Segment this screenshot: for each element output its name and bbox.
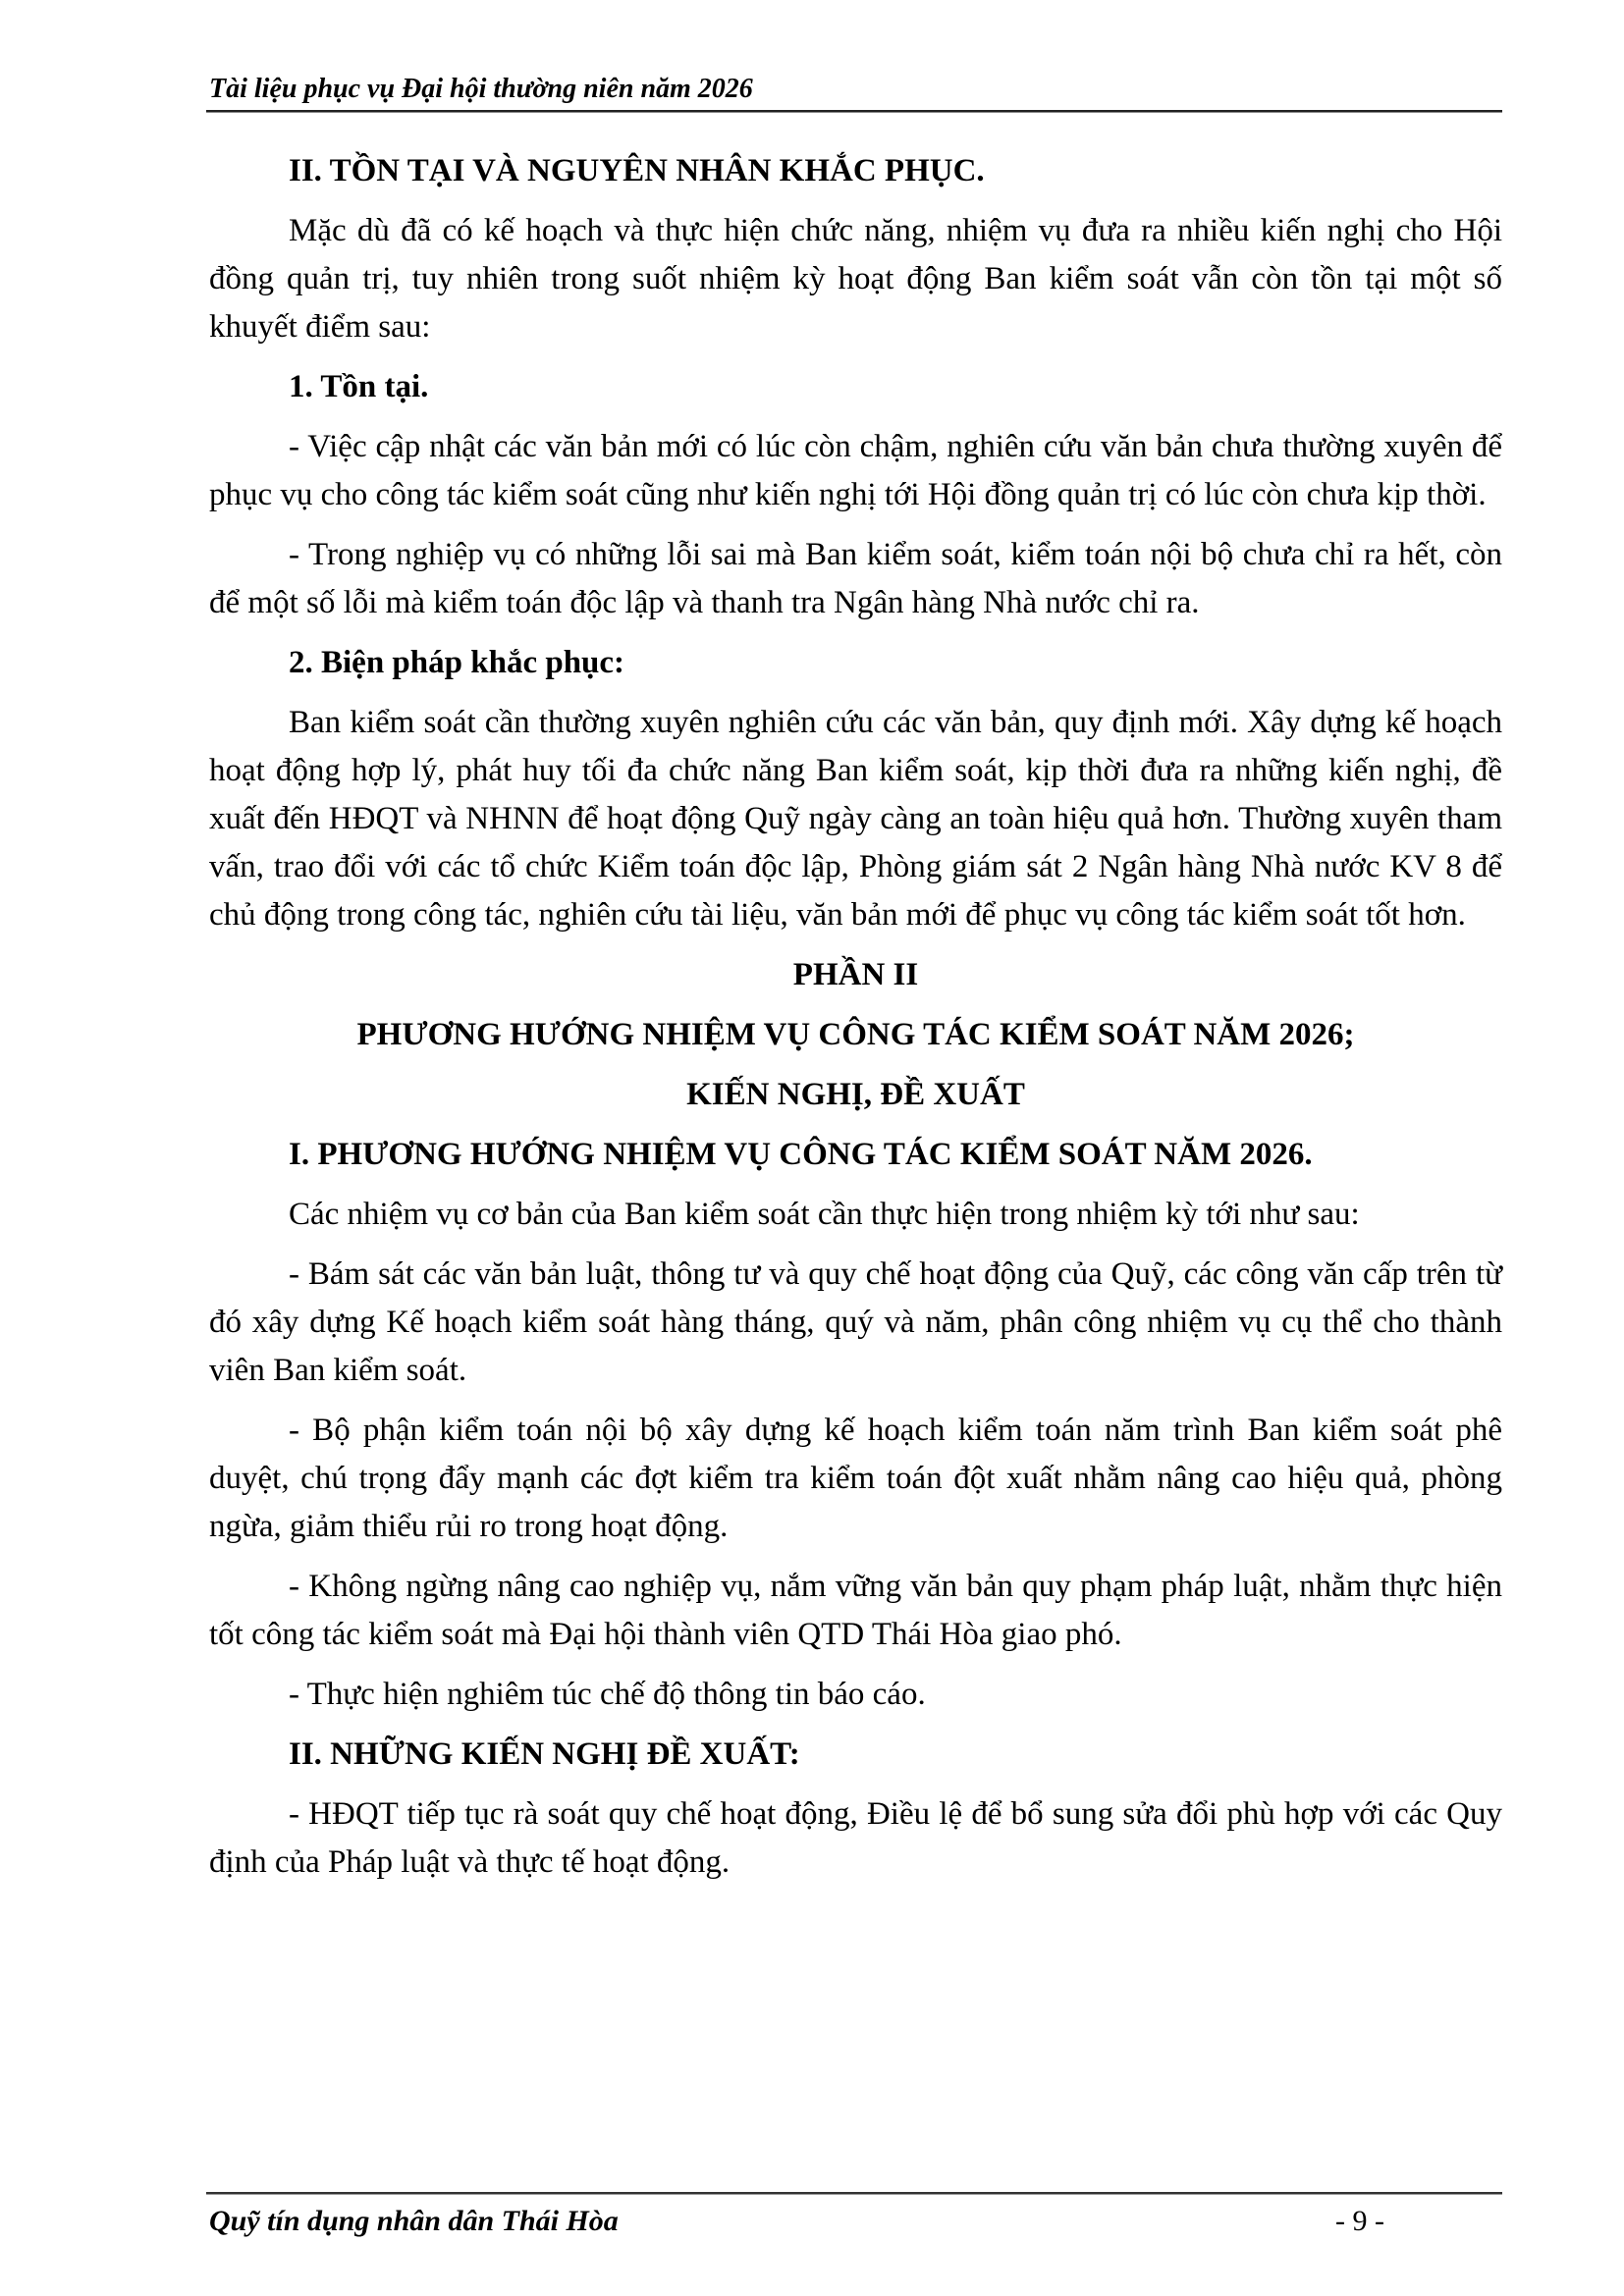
section-heading-ii: II. TỒN TẠI VÀ NGUYÊN NHÂN KHẮC PHỤC. — [289, 153, 985, 188]
section-heading-i: I. PHƯƠNG HƯỚNG NHIỆM VỤ CÔNG TÁC KIỂM SOÁT NĂM 2026. — [289, 1137, 1313, 1172]
paragraph-intro: Mặc dù đã có kế hoạch và thực hiện chức năng, nhiệm vụ đưa ra nhiều kiến nghị cho Hội đồng quản trị, tuy nhiên trong suốt nhiệm kỳ hoạt động Ban kiểm soát vẫn còn tồn tại một số khuyết điểm sau: — [209, 213, 1502, 345]
page-number: - 9 - — [1335, 2205, 1384, 2237]
part-title-line2: KIẾN NGHỊ, ĐỀ XUẤT — [686, 1077, 1025, 1112]
list-item: - Bộ phận kiểm toán nội bộ xây dựng kế hoạch kiểm toán năm trình Ban kiểm soát phê duyệt, chú trọng đẩy mạnh các đợt kiểm tra kiểm toán đột xuất nhằm nâng cao hiệu quả, phòng ngừa, giảm thiểu rủi ro trong hoạt động. — [209, 1413, 1502, 1544]
header-divider — [206, 110, 1502, 113]
paragraph-bien-phap: Ban kiểm soát cần thường xuyên nghiên cứu các văn bản, quy định mới. Xây dựng kế hoạch hoạt động hợp lý, phát huy tối đa chức năng Ban kiểm soát, kịp thời đưa ra những kiến nghị, đề xuất đến HĐQT và NHNN để hoạt động Quỹ ngày càng an toàn hiệu quả hơn. Thường xuyên tham vấn, trao đổi với các tổ chức Kiểm toán độc lập, Phòng giám sát 2 Ngân hàng Nhà nước KV 8 để chủ động trong công tác, nghiên cứu tài liệu, văn bản mới để phục vụ công tác kiểm soát tốt hơn. — [209, 705, 1502, 933]
list-item: - Không ngừng nâng cao nghiệp vụ, nắm vững văn bản quy phạm pháp luật, nhằm thực hiện tốt công tác kiểm soát mà Đại hội thành viên QTD Thái Hòa giao phó. — [209, 1569, 1502, 1652]
list-item: - Bám sát các văn bản luật, thông tư và quy chế hoạt động của Quỹ, các công văn cấp trên từ đó xây dựng Kế hoạch kiểm soát hàng tháng, quý và năm, phân công nhiệm vụ cụ thể cho thành viên Ban kiểm soát. — [209, 1256, 1502, 1388]
paragraph-tasks-intro: Các nhiệm vụ cơ bản của Ban kiểm soát cần thực hiện trong nhiệm kỳ tới như sau: — [289, 1197, 1360, 1232]
list-item: - Trong nghiệp vụ có những lỗi sai mà Ban kiểm soát, kiểm toán nội bộ chưa chỉ ra hết, còn để một số lỗi mà kiểm toán độc lập và thanh tra Ngân hàng Nhà nước chỉ ra. — [209, 537, 1502, 620]
running-header: Tài liệu phục vụ Đại hội thường niên năm 2026 — [209, 74, 753, 104]
subheading-bien-phap: 2. Biện pháp khắc phục: — [289, 645, 625, 680]
part-label: PHẦN II — [792, 957, 919, 992]
footer-organization: Quỹ tín dụng nhân dân Thái Hòa — [209, 2205, 619, 2237]
subheading-ton-tai: 1. Tồn tại. — [289, 369, 429, 404]
part-title-line1: PHƯƠNG HƯỚNG NHIỆM VỤ CÔNG TÁC KIỂM SOÁT NĂM 2026; — [356, 1017, 1355, 1052]
list-item: - HĐQT tiếp tục rà soát quy chế hoạt động, Điều lệ để bổ sung sửa đổi phù hợp với các Quy định của Pháp luật và thực tế hoạt động. — [209, 1796, 1502, 1880]
document-body — [209, 147, 1502, 1887]
list-item: - Việc cập nhật các văn bản mới có lúc còn chậm, nghiên cứu văn bản chưa thường xuyên để phục vụ cho công tác kiểm soát cũng như kiến nghị tới Hội đồng quản trị có lúc còn chưa kịp thời. — [209, 429, 1502, 512]
section-heading-kien-nghi: II. NHỮNG KIẾN NGHỊ ĐỀ XUẤT: — [289, 1736, 800, 1772]
list-item: - Thực hiện nghiêm túc chế độ thông tin báo cáo. — [289, 1677, 926, 1712]
footer-divider — [206, 2192, 1502, 2195]
